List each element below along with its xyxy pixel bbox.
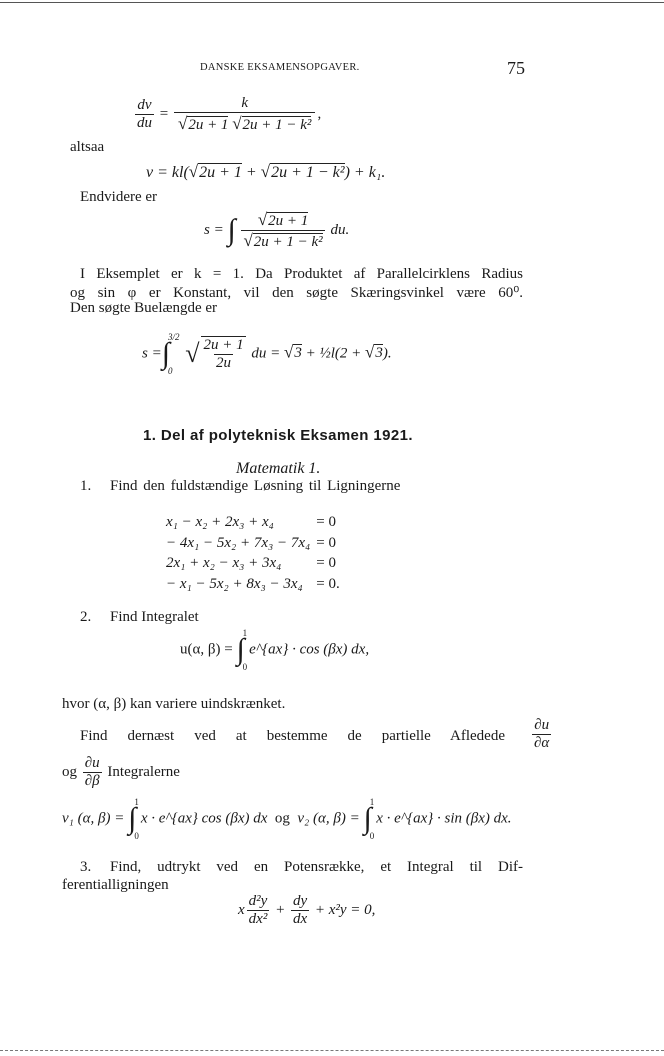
- page-bottom-edge: [0, 1050, 664, 1051]
- subheading: Matematik 1.: [236, 460, 321, 477]
- text-endvidere: Endvidere er: [80, 189, 158, 205]
- text-og-integralerne: og $\frac{\partial u}{\partial\beta}$ Integralerne: [62, 755, 180, 789]
- equation-v: v = kl(√2u + 1 + √2u + 1 − k²) + k₁.: [146, 162, 386, 181]
- system-row: x₁ − x₂ + 2x₃ + x₄ = 0: [166, 514, 336, 530]
- system-row: 2x₁ + x₂ − x₃ + 3x₄ = 0: [166, 555, 336, 571]
- problem-3-text: Find, udtrykt ved en Potensrække, et Integral til Dif-: [110, 859, 523, 875]
- equation-differential: x $\frac{\text{d²y}}{\text{dx²}}$ + $\frac{dy}{dx}$ + x²y = 0,: [238, 893, 376, 927]
- page-number: 75: [507, 58, 525, 78]
- running-title: DANSKE EKSAMENSOPGAVER.: [200, 62, 360, 73]
- system-row: − 4x₁ − 5x₂ + 7x₃ − 7x₄ = 0: [166, 534, 336, 551]
- page-top-edge: [0, 2, 664, 3]
- equation-v1-v2: v₁ (α, β) = ∫ 1 0 x · e^{ax} cos (βx) dx og v₂ (α, β) = ∫ 1 0 x · e^{ax} · sin (βx) dx.: [62, 797, 512, 841]
- section-heading: 1. Del af polyteknisk Eksamen 1921.: [143, 427, 413, 444]
- equation-arc-length: s =∫ 3/2 0 √ $\frac{2u + 1}{2u}$ du = √3 + ½l(2 + √3).: [142, 332, 392, 376]
- problem-3-text-cont: ferentialligningen: [62, 877, 169, 893]
- system-row: − x₁ − 5x₂ + 8x₃ − 3x₄ = 0.: [166, 575, 340, 592]
- problem-1-text: Find den fuldstændige Løsning til Ligningerne: [110, 478, 401, 494]
- equation-s-integral: s = ∫ $\frac{√2u + 1}{\text{√2u + 1 − k²}}$ du.: [204, 210, 350, 250]
- equation-dv-du: $\frac{dv}{du}$ = $\frac{k}{\text{√2u + 1 √2u + 1 − k²}}$ ,: [137, 95, 322, 133]
- paragraph-line: I Eksemplet er k = 1. Da Produktet af Parallelcirklens Radius: [80, 266, 523, 282]
- problem-2-number: 2.: [80, 609, 92, 625]
- text-altsaa: altsaa: [70, 139, 105, 155]
- paragraph-line: Den søgte Buelængde er: [70, 300, 218, 316]
- problem-1-number: 1.: [80, 478, 92, 494]
- text-hvor: hvor (α, β) kan variere uindskrænket.: [62, 696, 286, 712]
- text-find-derivatives: Find dernæst ved at bestemme de partielle Afledede: [80, 728, 505, 744]
- problem-2-text: Find Integralet: [110, 609, 199, 625]
- equation-u-integral: u(α, β) = ∫ 1 0 e^{ax} · cos (βx) dx,: [180, 628, 370, 672]
- paragraph-line: og sin φ er Konstant, vil den søgte Skæringsvinkel være 60⁰.: [70, 285, 523, 301]
- equation-system: [166, 512, 340, 594]
- partial-u-alpha: $\frac{\partial u}{\partial\alpha}$: [534, 717, 550, 751]
- problem-3-number: 3.: [80, 859, 92, 875]
